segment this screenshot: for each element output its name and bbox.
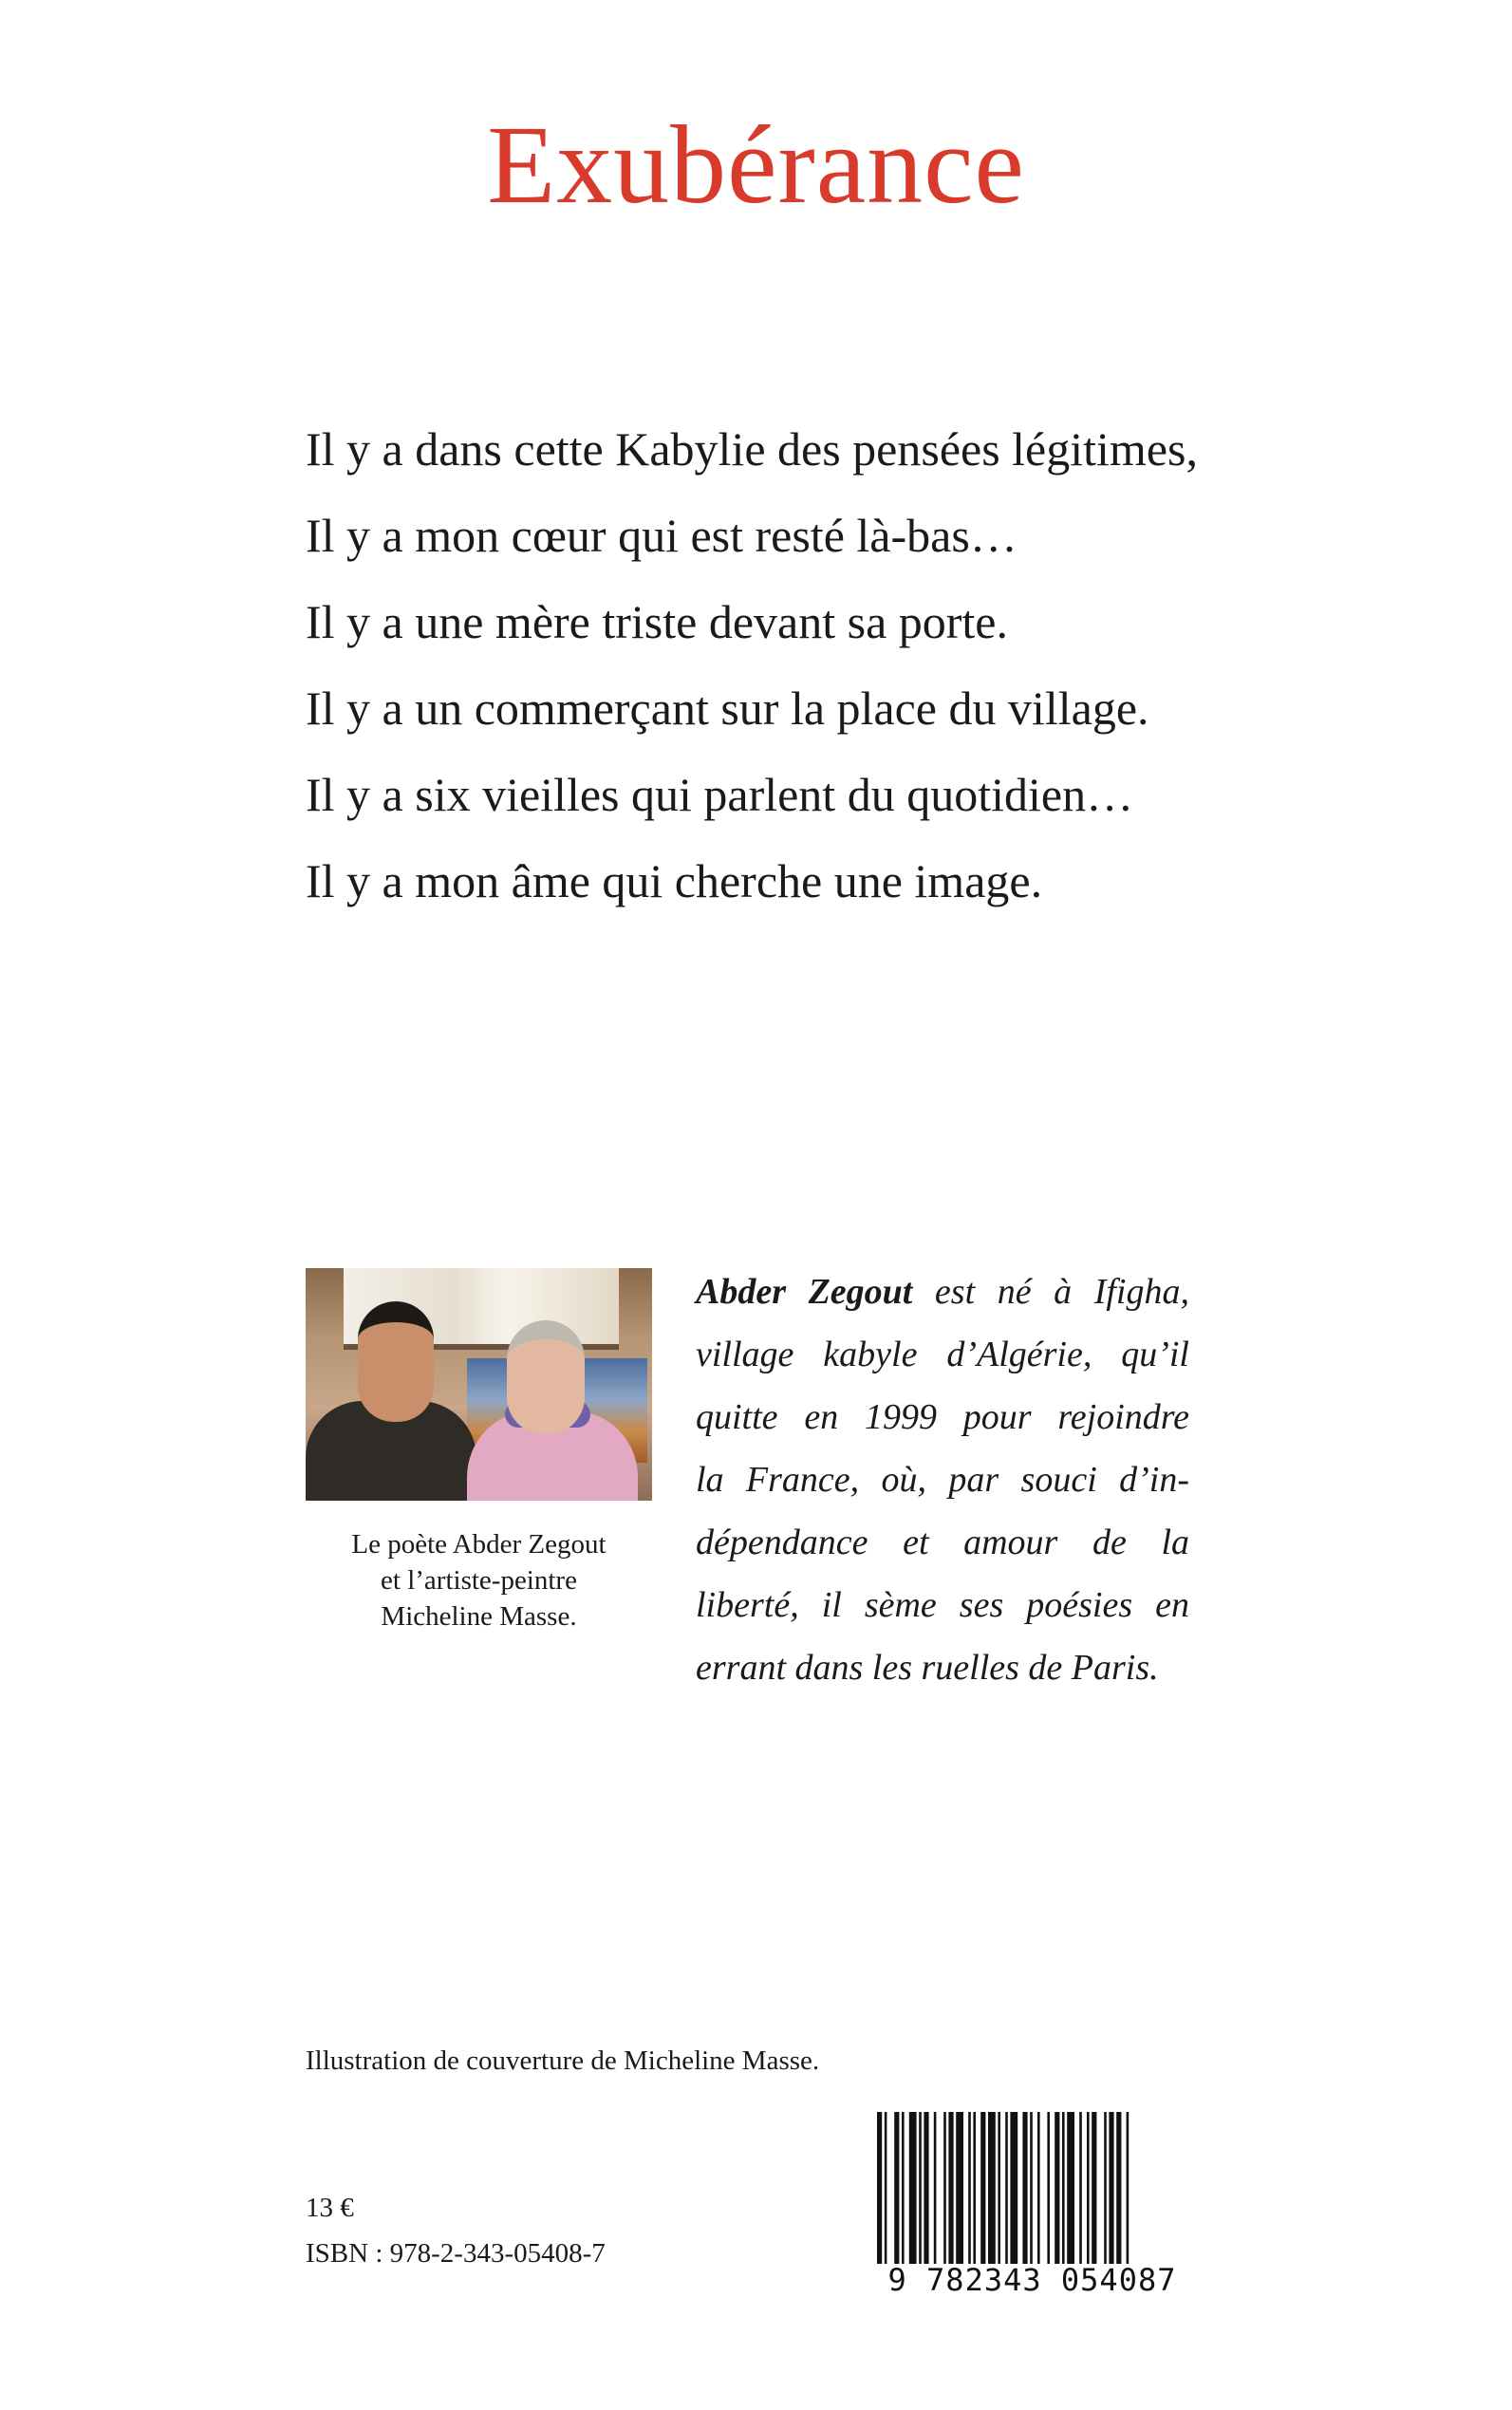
barcode-bar bbox=[1116, 2112, 1121, 2269]
barcode-bar bbox=[1079, 2112, 1082, 2269]
book-title: Exubérance bbox=[487, 103, 1025, 227]
poem-line: Il y a dans cette Kabylie des pensées légitimes, bbox=[306, 422, 1198, 476]
poem-line: Il y a six vieilles qui parlent du quotidien… bbox=[306, 768, 1134, 821]
barcode-bar bbox=[998, 2112, 1000, 2269]
barcode-bar bbox=[877, 2112, 882, 2269]
barcode-bars bbox=[873, 2112, 1191, 2269]
caption-line: Micheline Masse. bbox=[381, 1601, 577, 1632]
bio-line: dépendance et amour de la bbox=[696, 1523, 1189, 1562]
photo-man-head bbox=[358, 1301, 434, 1422]
barcode-bar bbox=[980, 2112, 985, 2269]
barcode-bar bbox=[1047, 2112, 1050, 2269]
price: 13 € bbox=[306, 2193, 354, 2223]
bio-line: errant dans les ruelles de Paris. bbox=[696, 1648, 1159, 1688]
author-name: Abder Zegout bbox=[696, 1272, 913, 1312]
barcode-bar bbox=[902, 2112, 905, 2269]
cover-credit: Illustration de couverture de Micheline Masse. bbox=[306, 2046, 820, 2076]
barcode-bar bbox=[943, 2112, 946, 2269]
author-bio bbox=[696, 1261, 1189, 1699]
isbn: ISBN : 978-2-343-05408-7 bbox=[306, 2238, 606, 2269]
barcode-bar bbox=[1104, 2112, 1107, 2269]
barcode-bar bbox=[1062, 2112, 1065, 2269]
barcode-bar bbox=[1037, 2112, 1040, 2269]
barcode-digits: 9 782343 054087 bbox=[873, 2264, 1191, 2296]
barcode-bar bbox=[934, 2112, 937, 2269]
barcode-bar bbox=[894, 2112, 899, 2269]
poem-line: Il y a mon âme qui cherche une image. bbox=[306, 854, 1043, 907]
barcode-bar bbox=[1030, 2112, 1033, 2269]
bio-line: la France, où, par souci d’in- bbox=[696, 1460, 1189, 1500]
barcode-bar bbox=[1055, 2112, 1059, 2269]
photo-woman-head bbox=[507, 1320, 585, 1434]
barcode bbox=[873, 2112, 1191, 2297]
barcode-bar bbox=[909, 2112, 917, 2269]
barcode-bar bbox=[919, 2112, 922, 2269]
caption-line: Le poète Abder Zegout bbox=[351, 1529, 607, 1560]
poem-line: Il y a une mère triste devant sa porte. bbox=[306, 595, 1008, 648]
barcode-bar bbox=[1067, 2112, 1074, 2269]
barcode-bar bbox=[1109, 2112, 1113, 2269]
bio-line: quitte en 1999 pour rejoindre bbox=[696, 1397, 1189, 1437]
barcode-bar bbox=[988, 2112, 996, 2269]
barcode-bar bbox=[973, 2112, 976, 2269]
bio-line bbox=[696, 1261, 1189, 1323]
barcode-bar bbox=[885, 2112, 887, 2269]
barcode-bar bbox=[1010, 2112, 1017, 2269]
author-photo bbox=[306, 1268, 652, 1501]
barcode-bar bbox=[1022, 2112, 1027, 2269]
barcode-bar bbox=[1087, 2112, 1090, 2269]
poem-line: Il y a un commerçant sur la place du village. bbox=[306, 682, 1149, 735]
barcode-bar bbox=[1005, 2112, 1008, 2269]
barcode-bar bbox=[1127, 2112, 1129, 2269]
barcode-bar bbox=[968, 2112, 971, 2269]
bio-line-text: est né à Ifigha, bbox=[912, 1272, 1189, 1312]
caption-line: et l’artiste-peintre bbox=[381, 1565, 577, 1596]
barcode-bar bbox=[1092, 2112, 1096, 2269]
bio-line: liberté, il sème ses poésies en bbox=[696, 1585, 1189, 1625]
barcode-bar bbox=[948, 2112, 953, 2269]
photo-caption bbox=[306, 1526, 652, 1635]
barcode-bar bbox=[956, 2112, 963, 2269]
poem-line: Il y a mon cœur qui est resté là-bas… bbox=[306, 509, 1017, 562]
bio-line: village kabyle d’Algérie, qu’il bbox=[696, 1335, 1189, 1374]
poem-excerpt bbox=[306, 406, 1255, 925]
barcode-bar bbox=[924, 2112, 928, 2269]
